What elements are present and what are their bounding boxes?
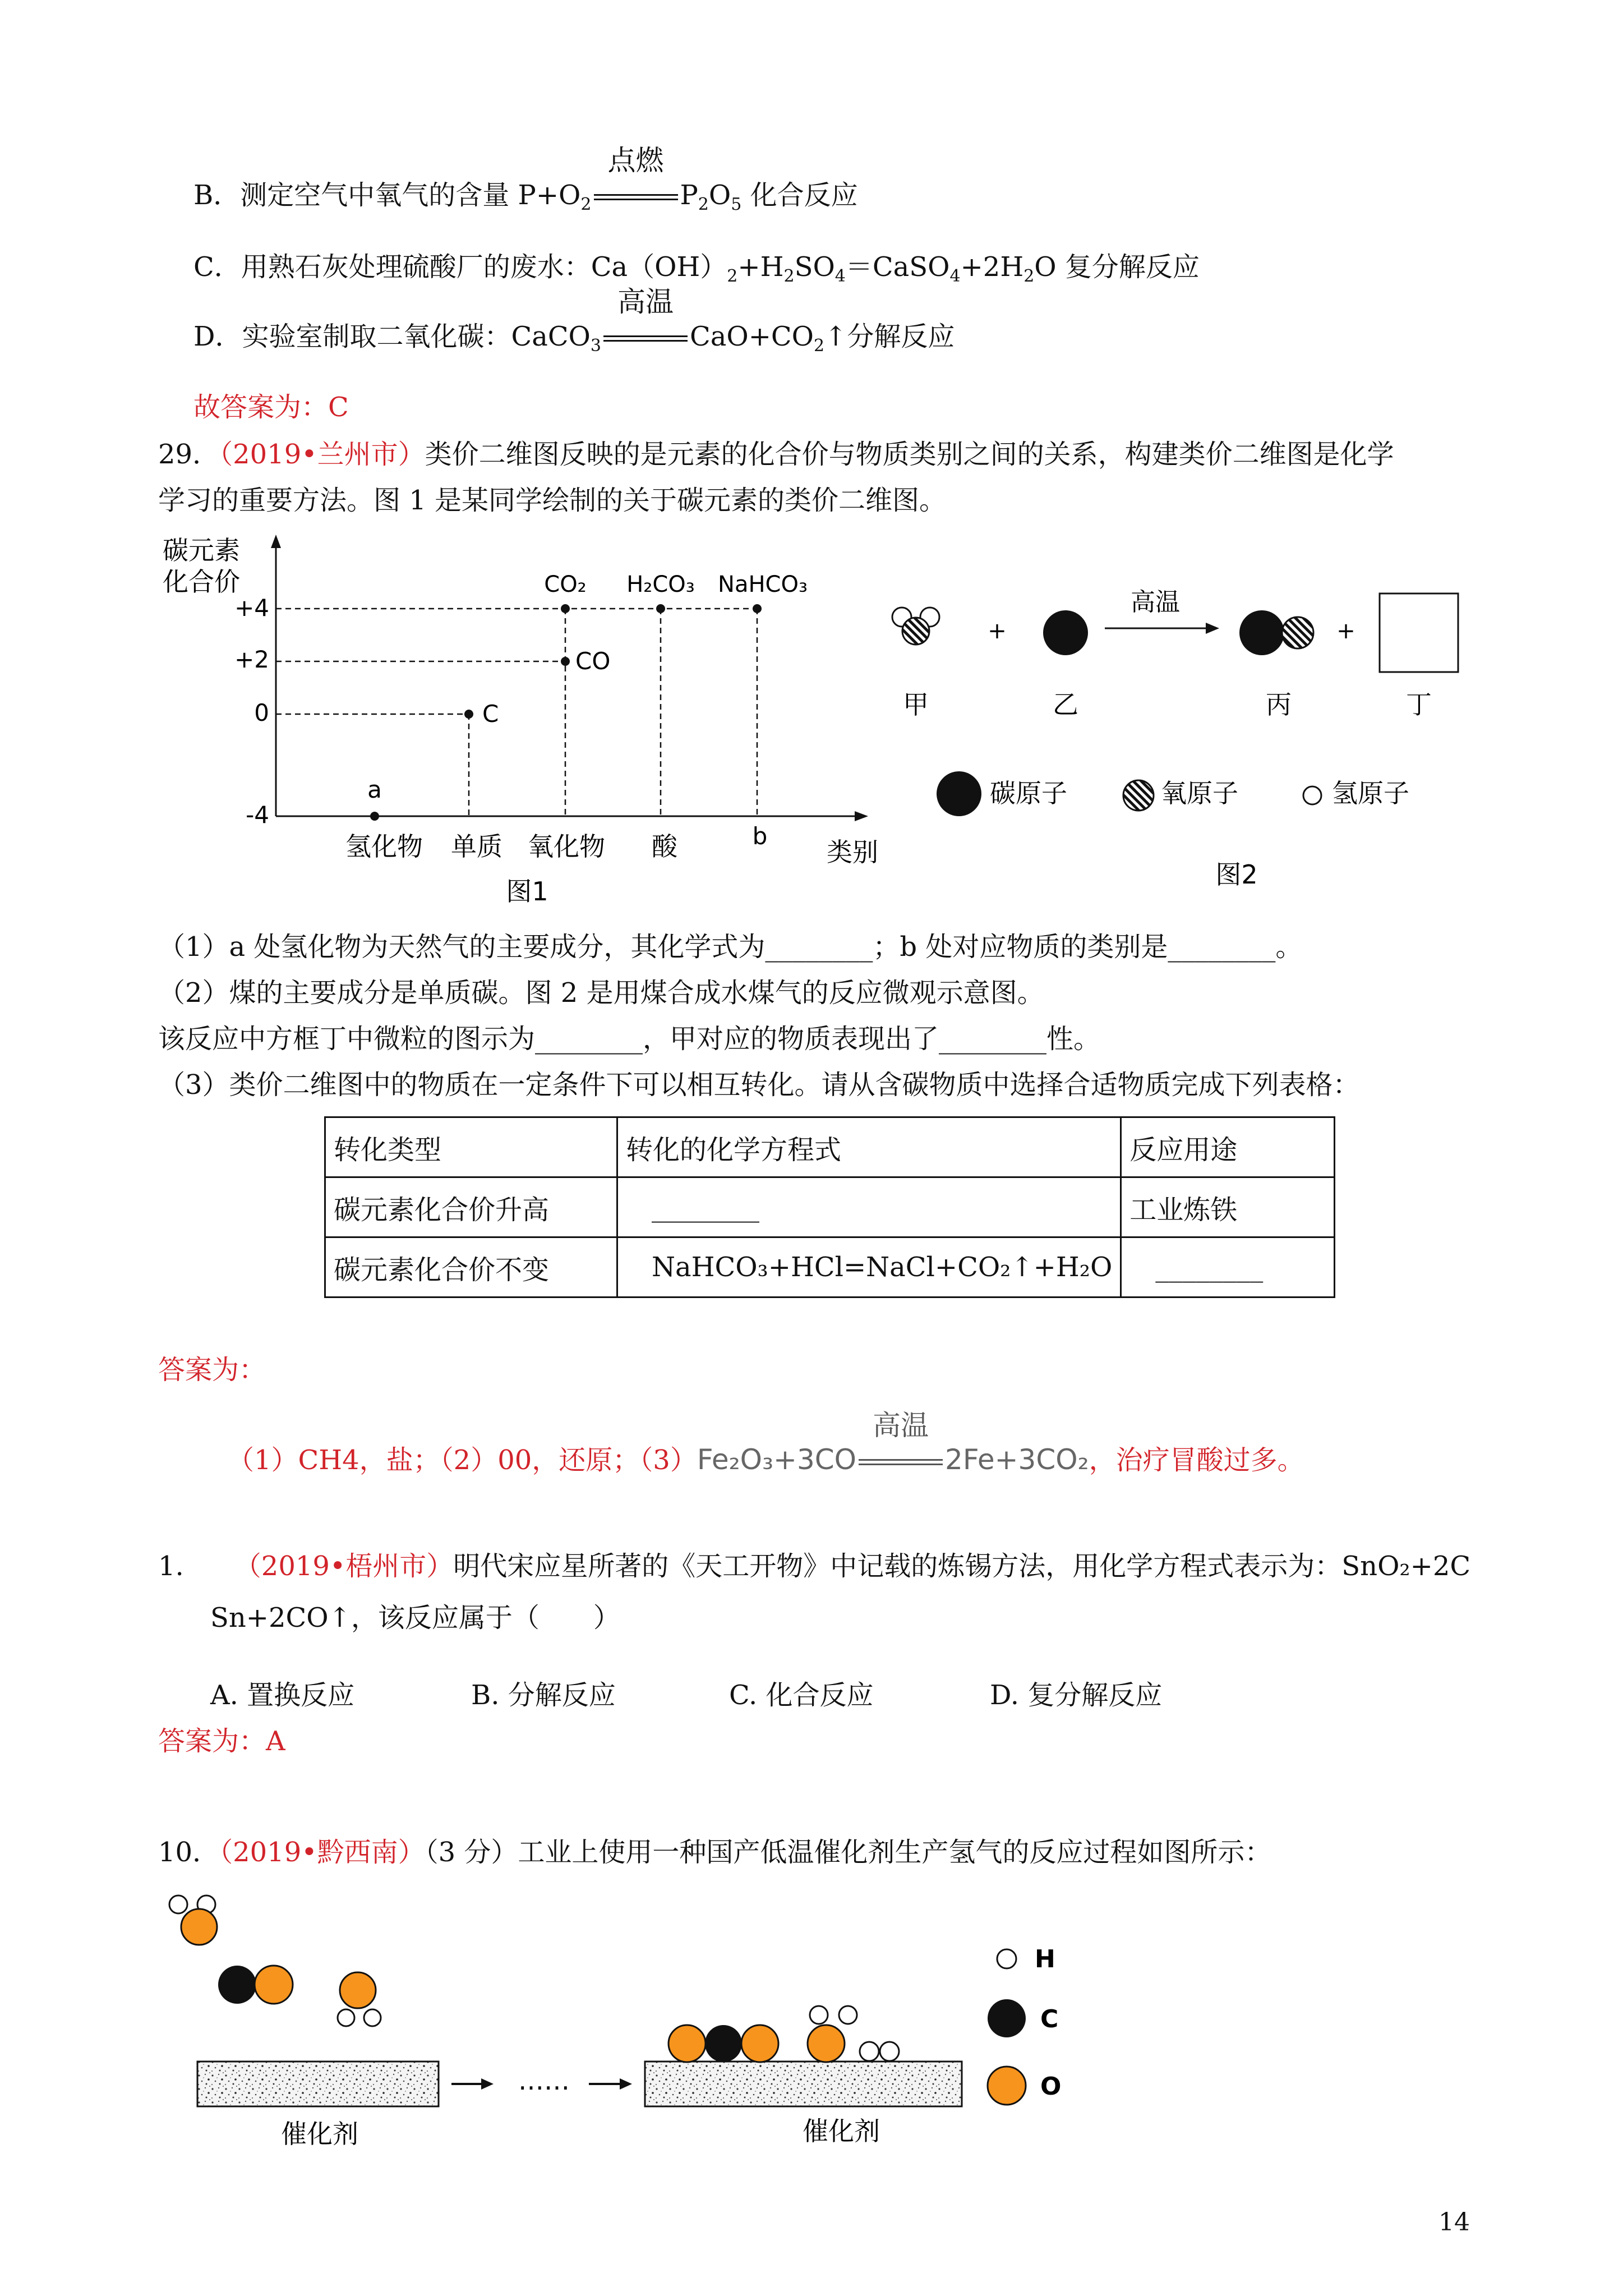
table-row <box>325 1237 1335 1297</box>
conversion-table <box>324 1116 1335 1298</box>
q1-option-c: C. 化合反应 <box>729 1680 874 1711</box>
xcat-b: b <box>752 822 768 850</box>
point-h2co3 <box>656 604 665 613</box>
cell-type: 碳元素化合价升高 <box>325 1177 617 1237</box>
figure-1-caption: 图1 <box>506 876 548 907</box>
name-bing: 丙 <box>1266 689 1292 720</box>
xcat-oxide: 氧化物 <box>528 831 605 862</box>
ytick-p4: +4 <box>234 594 269 622</box>
name-jia: 甲 <box>903 689 929 720</box>
q29-line2: 学习的重要方法。图 1 是某同学绘制的关于碳元素的类价二维图。 <box>158 485 947 516</box>
label-h2co3: H₂CO₃ <box>626 572 695 597</box>
legend-hydrogen: 氢原子 <box>1332 778 1409 808</box>
header-use: 反应用途 <box>1121 1117 1335 1177</box>
page-number: 14 <box>1438 2208 1470 2237</box>
header-equation: 转化的化学方程式 <box>617 1117 1121 1177</box>
q1-line1: 1. （2019•梧州市）明代宋应星所著的《天工开物》中记载的炼锡方法，用化学方程式表示为：SnO₂+2C <box>158 1550 1471 1582</box>
header-type: 转化类型 <box>325 1117 617 1177</box>
q29-line1: 29．（2019•兰州市）类价二维图反映的是元素的化合价与物质类别之间的关系，构建类价二维图是化学 <box>158 439 1394 470</box>
q1-line2: Sn+2CO↑，该反应属于（ ） <box>210 1602 620 1634</box>
legend-c: C <box>1040 2005 1059 2033</box>
ytick-m4: -4 <box>246 801 269 829</box>
label-co2: CO₂ <box>544 572 587 597</box>
q1-answer: 答案为：A <box>158 1726 285 1757</box>
cell-use: 工业炼铁 <box>1121 1177 1335 1237</box>
legend-o: O <box>1040 2072 1062 2101</box>
xcat-acid: 酸 <box>652 831 677 862</box>
reaction-condition: 高温 <box>1131 588 1180 616</box>
molecule-bing <box>1239 610 1313 655</box>
q10-line: 10．（2019•黔西南）（3 分）工业上使用一种国产低温催化剂生产氢气的反应过程如图所示： <box>158 1837 1272 1868</box>
y-axis-label-2: 化合价 <box>163 567 240 597</box>
molecule-yi <box>1043 610 1088 655</box>
name-yi: 乙 <box>1053 689 1078 720</box>
legend-h-icon <box>997 1949 1016 1968</box>
label-c: C <box>482 700 499 728</box>
cell-type: 碳元素化合价不变 <box>325 1237 617 1297</box>
q29-sub3: （3）类价二维图中的物质在一定条件下可以相互转化。请从含碳物质中选择合适物质完成下列表格： <box>158 1069 1360 1101</box>
legend-oxygen: 氧原子 <box>1161 778 1238 808</box>
ellipsis: …… <box>518 2065 570 2096</box>
xcat-hydride: 氢化物 <box>345 831 423 862</box>
legend-oxygen-icon <box>1123 780 1154 811</box>
legend-carbon: 碳原子 <box>990 778 1067 808</box>
q29-answer-label: 答案为： <box>158 1354 266 1386</box>
q1-option-b: B. 分解反应 <box>471 1680 616 1711</box>
table-row <box>325 1177 1335 1237</box>
label-a: a <box>367 776 382 803</box>
table-header-row <box>325 1117 1335 1177</box>
ytick-0: 0 <box>254 699 269 726</box>
point-co2 <box>561 604 570 613</box>
q29-sub1: （1）a 处氢化物为天然气的主要成分，其化学式为________；b 处对应物质的类别是________。 <box>158 931 1303 963</box>
label-nahco3: NaHCO₃ <box>718 572 808 597</box>
name-ding: 丁 <box>1406 689 1432 720</box>
box-ding <box>1380 593 1458 672</box>
y-axis-label-1: 碳元素 <box>163 535 240 565</box>
legend-o-icon <box>988 2067 1026 2105</box>
x-axis-label: 类别 <box>827 837 878 867</box>
legend-hydrogen-icon <box>1303 786 1321 804</box>
molecule-jia <box>892 608 939 645</box>
label-co: CO <box>575 647 611 675</box>
point-c <box>464 710 473 719</box>
q29-sub2: （2）煤的主要成分是单质碳。图 2 是用煤合成水煤气的反应微观示意图。 <box>158 977 1044 1009</box>
q29-answer-text: （1）CH4，盐；（2）00，还原；（3）Fe₂O₃+3CO 高温 2Fe+3CO₂，治疗冒酸过多。 <box>227 1409 1304 1476</box>
plus-2: + <box>1336 618 1355 644</box>
point-nahco3 <box>753 604 762 613</box>
legend-c-icon <box>988 1999 1026 2037</box>
option-c: C．用熟石灰处理硫酸厂的废水：$Ca(OH)_2+H_2SO_4=CaSO_4+2H_2O$ 复分解反应 <box>193 251 1200 286</box>
option-b: B．测定空气中氧气的含量 $P+O_2$ 点燃 $P_2O_5$ 化合反应 <box>193 144 858 214</box>
legend-h: H <box>1035 1945 1055 1973</box>
catalyst-diagram <box>157 1885 1110 2154</box>
cell-equation: NaHCO₃+HCl=NaCl+CO₂↑+H₂O <box>617 1237 1121 1297</box>
q29-sub2b: 该反应中方框丁中微粒的图示为________，甲对应的物质表现出了________性。 <box>158 1023 1101 1055</box>
q1-option-a: A. 置换反应 <box>210 1680 355 1711</box>
catalyst-label-right: 催化剂 <box>803 2116 880 2146</box>
answer-prev: 故答案为：C <box>193 392 349 423</box>
figure-2-caption: 图2 <box>1215 859 1258 890</box>
plus-1: + <box>988 618 1007 644</box>
xcat-element: 单质 <box>451 831 502 862</box>
figure-1-chart <box>157 524 886 917</box>
cell-use-blank: ________ <box>1121 1237 1335 1297</box>
figure-2-diagram <box>875 572 1492 920</box>
option-d: D．实验室制取二氧化碳：CaCO$_3$ 高温 $CaO+CO_2↑$分解反应 <box>193 286 955 356</box>
q1-option-d: D. 复分解反应 <box>990 1680 1163 1711</box>
legend-carbon-icon <box>937 771 981 816</box>
ytick-p2: +2 <box>234 646 269 673</box>
catalyst-label-left: 催化剂 <box>281 2119 358 2149</box>
point-a <box>370 812 379 821</box>
cell-equation-blank: ________ <box>617 1177 1121 1237</box>
point-co <box>561 657 570 666</box>
